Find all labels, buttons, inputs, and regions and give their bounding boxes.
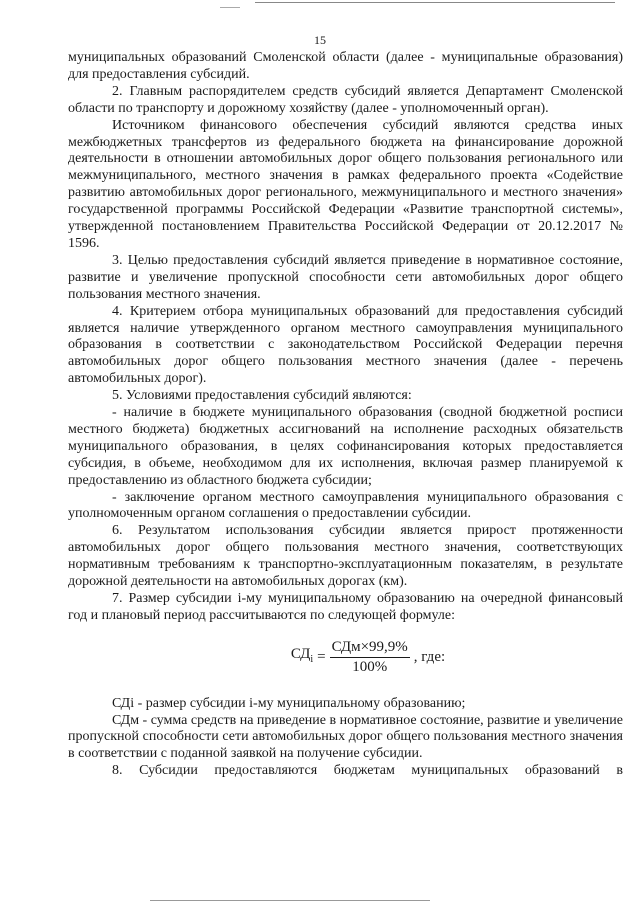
definition-sdm: СДм - сумма средств на приведение в нормативное состояние, развитие и увеличение пропускной способности сети автомобильных дорог общего пользования местного значения в соответствии с поданной заявкой на получение субсидии. <box>68 712 624 762</box>
formula-fraction <box>330 639 410 676</box>
paragraph-7: 7. Размер субсидии i-му муниципальному образованию на очередной финансовый год и плановый период рассчитываются по следующей формуле: <box>68 591 623 623</box>
scan-line-bottom <box>150 900 430 901</box>
paragraph-3: 3. Целью предоставления субсидий является приведение в нормативное состояние, развитие и увеличение пропускной способности сети автомобильных дорог общего пользования местного значения. <box>68 252 623 302</box>
formula-suffix: , где: <box>413 648 446 665</box>
formula-numerator: СДм×99,9% <box>330 639 410 658</box>
formula-lhs: $СД_i$ <box>290 645 314 665</box>
paragraph-2: 2. Главным распорядителем средств субсидий является Департамент Смоленской области по транспорту и дорожному хозяйству (далее - уполномоченный орган). <box>68 83 623 116</box>
scan-line-top <box>255 2 615 3</box>
formula-denominator: 100% <box>352 658 388 675</box>
body-text <box>68 50 623 780</box>
scan-mark-top <box>220 7 240 8</box>
paragraph-6: 6. Результатом использования субсидии является прирост протяженности автомобильных дорог общего пользования местного значения, соответствующих нормативным требованиям к транспортно-эксплуатационным показателям, в результате дорожной деятельности на автомобильных дорогах (км). <box>68 523 623 590</box>
definition-sdi: СДi - размер субсидии i-му муниципальному образованию; <box>112 695 466 711</box>
paragraph-5: 5. Условиями предоставления субсидий являются: <box>112 388 412 404</box>
paragraph-continuation: муниципальных образований Смоленской области (далее - муниципальные образования) для предоставления субсидий. <box>68 50 623 82</box>
page-number: 15 <box>314 33 326 47</box>
paragraph-8: 8. Субсидии предоставляются бюджетам муниципальных образований в <box>112 763 623 779</box>
formula-equals: = <box>317 648 326 665</box>
condition-item-1: - наличие в бюджете муниципального образования (сводной бюджетной росписи местного бюджета) бюджетных ассигнований на исполнение расходных обязательств муниципального образования, в целях софинансирования которых предоставляется субсидия, в объеме, необходимом для их исполнения, включая размер планируемой к предоставлению из областного бюджета субсидии; <box>68 405 623 488</box>
paragraph-4: 4. Критерием отбора муниципальных образований для предоставления субсидий является наличие утвержденного органом местного самоуправления муниципального образования в соответствии с законодательством Российской Федерации перечня автомобильных дорог общего пользования местного значения (далее - перечень автомобильных дорог). <box>68 303 623 387</box>
subsidy-formula <box>113 639 623 676</box>
paragraph-funding-source: Источником финансового обеспечения субсидий являются средства иных межбюджетных трансфертов из федерального бюджета на финансирование дорожной деятельности в отношении автомобильных дорог общего пользования регионального или межмуниципального, местного значения в рамках федерального проекта «Содействие развитию автомобильных дорог регионального, межмуниципального и местного значения» государственной программы Российской Федерации «Развитие транспортной системы», утвержденной постановлением Правительства Российской Федерации от 20.12.2017 № 1596. <box>68 117 623 251</box>
condition-item-2: - заключение органом местного самоуправления муниципального образования с уполномоченным органом соглашения о предоставлении субсидии. <box>68 489 623 522</box>
